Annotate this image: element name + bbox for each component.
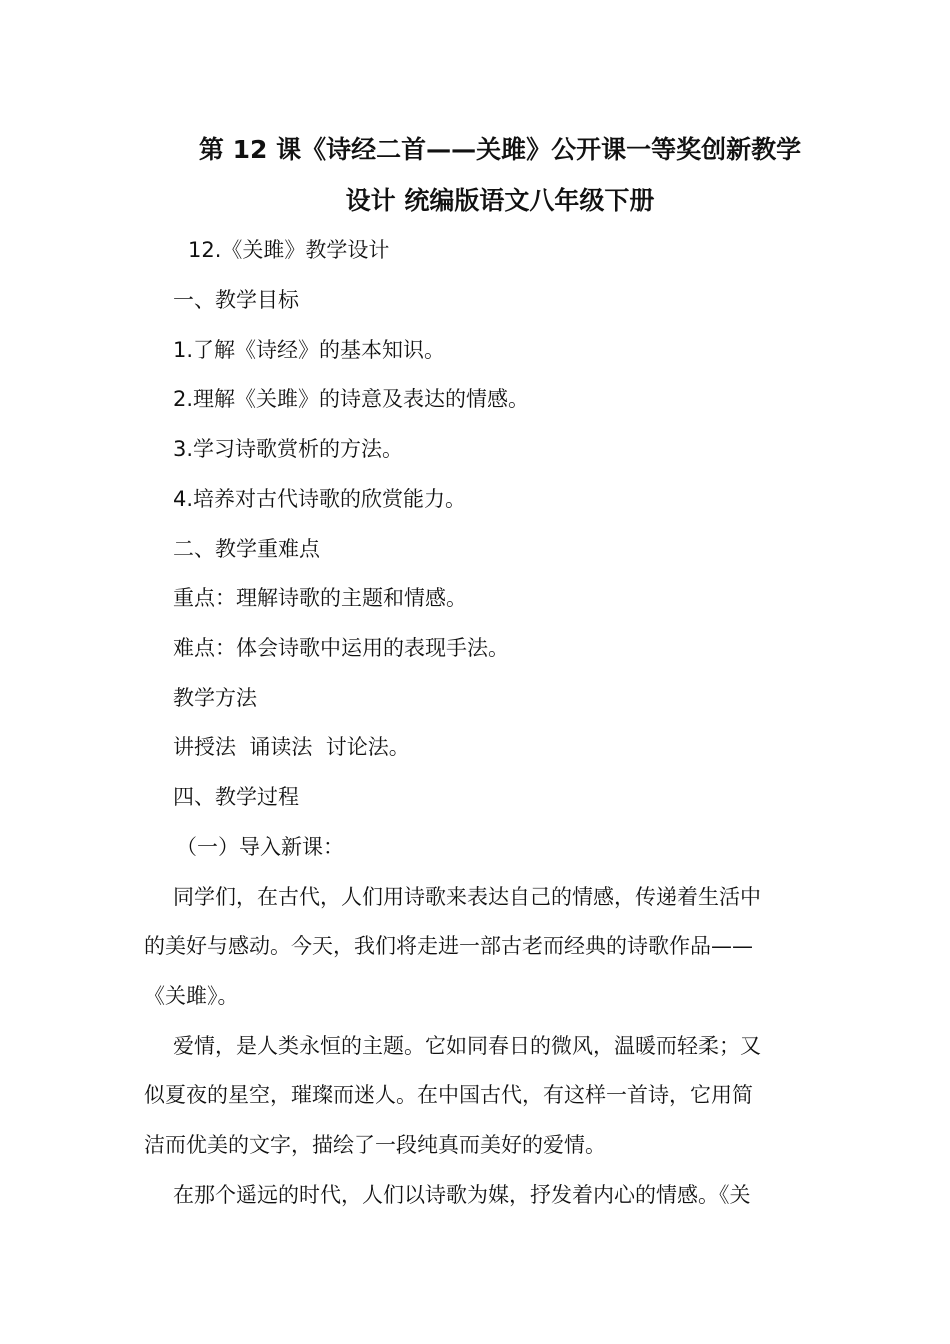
section-heading-teaching-methods: 教学方法 xyxy=(173,686,257,710)
key-point: 重点：理解诗歌的主题和情感。 xyxy=(173,586,467,610)
paragraph-line: 同学们，在古代，人们用诗歌来表达自己的情感，传递着生活中 xyxy=(173,885,761,909)
difficult-point: 难点：体会诗歌中运用的表现手法。 xyxy=(173,636,509,660)
paragraph-line: 在那个遥远的时代，人们以诗歌为媒，抒发着内心的情感。《关 xyxy=(173,1183,751,1207)
paragraph-line: 爱情，是人类永恒的主题。它如同春日的微风，温暖而轻柔；又 xyxy=(173,1034,761,1058)
goal-item: 1.了解《诗经》的基本知识。 xyxy=(173,338,446,362)
goal-item: 4.培养对古代诗歌的欣赏能力。 xyxy=(173,487,467,511)
paragraph-line: 《关雎》。 xyxy=(144,984,239,1008)
goal-item: 3.学习诗歌赏析的方法。 xyxy=(173,437,404,461)
section-heading-teaching-goals: 一、教学目标 xyxy=(173,288,299,312)
document-title-line-2: 设计 统编版语文八年级下册 xyxy=(345,186,655,215)
paragraph-line: 洁而优美的文字，描绘了一段纯真而美好的爱情。 xyxy=(144,1133,606,1157)
goal-item: 2.理解《关雎》的诗意及表达的情感。 xyxy=(173,387,530,411)
paragraph-line: 似夏夜的星空，璀璨而迷人。在中国古代，有这样一首诗，它用简 xyxy=(144,1083,753,1107)
section-heading-key-points: 二、教学重难点 xyxy=(173,537,320,561)
teaching-methods-text: 讲授法 诵读法 讨论法。 xyxy=(173,735,410,759)
paragraph-line: 的美好与感动。今天，我们将走进一部古老而经典的诗歌作品—— xyxy=(144,934,753,958)
section-heading-teaching-process: 四、教学过程 xyxy=(173,785,299,809)
lesson-subtitle: 12.《关雎》教学设计 xyxy=(188,238,390,262)
step-heading-introduction: （一）导入新课： xyxy=(176,835,344,859)
document-title-line-1: 第 12 课《诗经二首——关雎》公开课一等奖创新教学 xyxy=(198,135,802,164)
